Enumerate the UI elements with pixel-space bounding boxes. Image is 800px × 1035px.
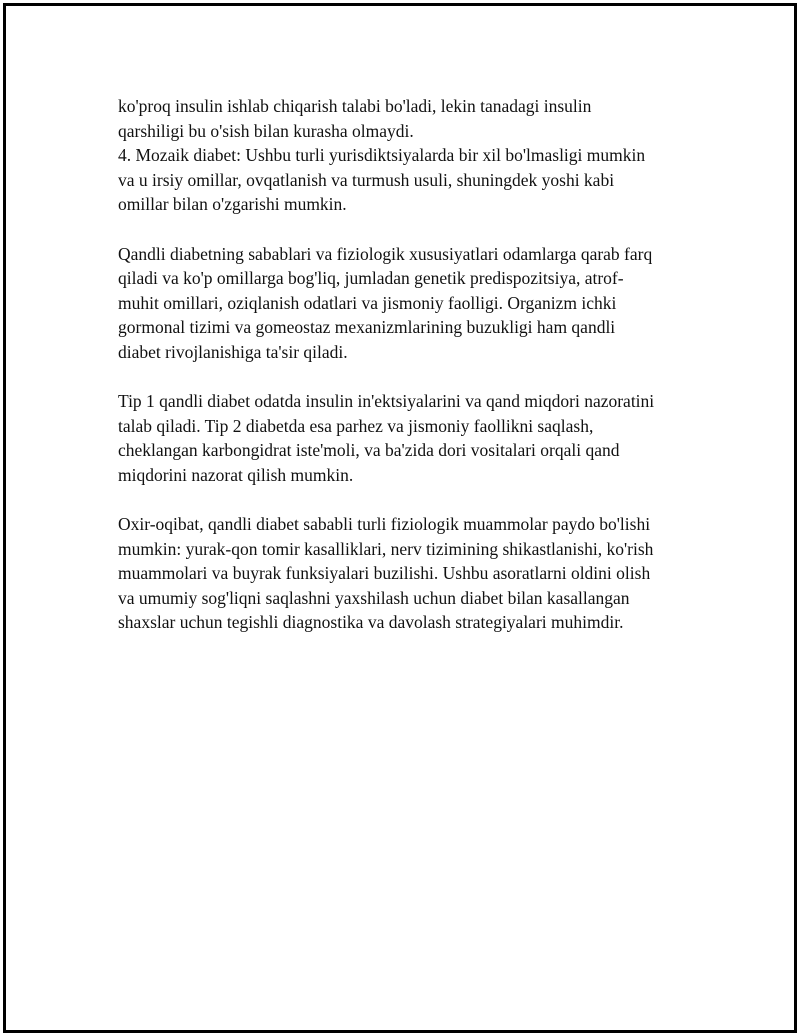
list-item-mozaik-diabet: 4. Mozaik diabet: Ushbu turli yurisdiktsiyalarda bir xil bo'lmasligi mumkin	[118, 145, 646, 166]
text-line: gormonal tizimi va gomeostaz mexanizmlarining buzukligi ham qandli	[118, 317, 616, 338]
text-line: va umumiy sog'liqni saqlashni yaxshilash uchun diabet bilan kasallangan	[118, 587, 630, 608]
text-line: muhit omillari, oziqlanish odatlari va jismoniy faolligi. Organizm ichki	[118, 292, 617, 313]
text-line: miqdorini nazorat qilish mumkin.	[118, 464, 354, 485]
text-line: ko'proq insulin ishlab chiqarish talabi bo'ladi, lekin tanadagi insulin	[118, 96, 592, 116]
text-line: diabet rivojlanishiga ta'sir qiladi.	[118, 341, 348, 362]
text-line: mumkin: yurak-qon tomir kasalliklari, nerv tizimining shikastlanishi, ko'rish	[118, 538, 654, 559]
text-line: qiladi va ko'p omillarga bog'liq, jumladan genetik predispozitsiya, atrof-	[118, 268, 624, 289]
document-body	[118, 94, 698, 635]
paragraph-gap	[118, 365, 698, 390]
paragraph-complications: Oxir-oqibat, qandli diabet sababli turli fiziologik muammolar paydo bo'lishi	[118, 514, 651, 535]
text-line: omillar bilan o'zgarishi mumkin.	[118, 194, 347, 215]
paragraph-gap	[118, 488, 698, 513]
text-line: cheklangan karbongidrat iste'moli, va ba'zida dori vositalari orqali qand	[118, 440, 620, 461]
text-line: muammolari va buyrak funksiyalari buzilishi. Ushbu asoratlarni oldini olish	[118, 563, 651, 584]
text-line: qarshiligi bu o'sish bilan kurasha olmaydi.	[118, 120, 414, 141]
paragraph-gap	[118, 217, 698, 242]
paragraph-causes: Qandli diabetning sabablari va fiziologik xususiyatlari odamlarga qarab farq	[118, 243, 653, 264]
text-line: va u irsiy omillar, ovqatlanish va turmush usuli, shuningdek yoshi kabi	[118, 169, 615, 190]
paragraph-treatment: Tip 1 qandli diabet odatda insulin in'ektsiyalarini va qand miqdori nazoratini	[118, 391, 655, 412]
text-line: shaxslar uchun tegishli diagnostika va davolash strategiyalari muhimdir.	[118, 612, 624, 633]
text-line: talab qiladi. Tip 2 diabetda esa parhez va jismoniy faollikni saqlash,	[118, 415, 594, 436]
